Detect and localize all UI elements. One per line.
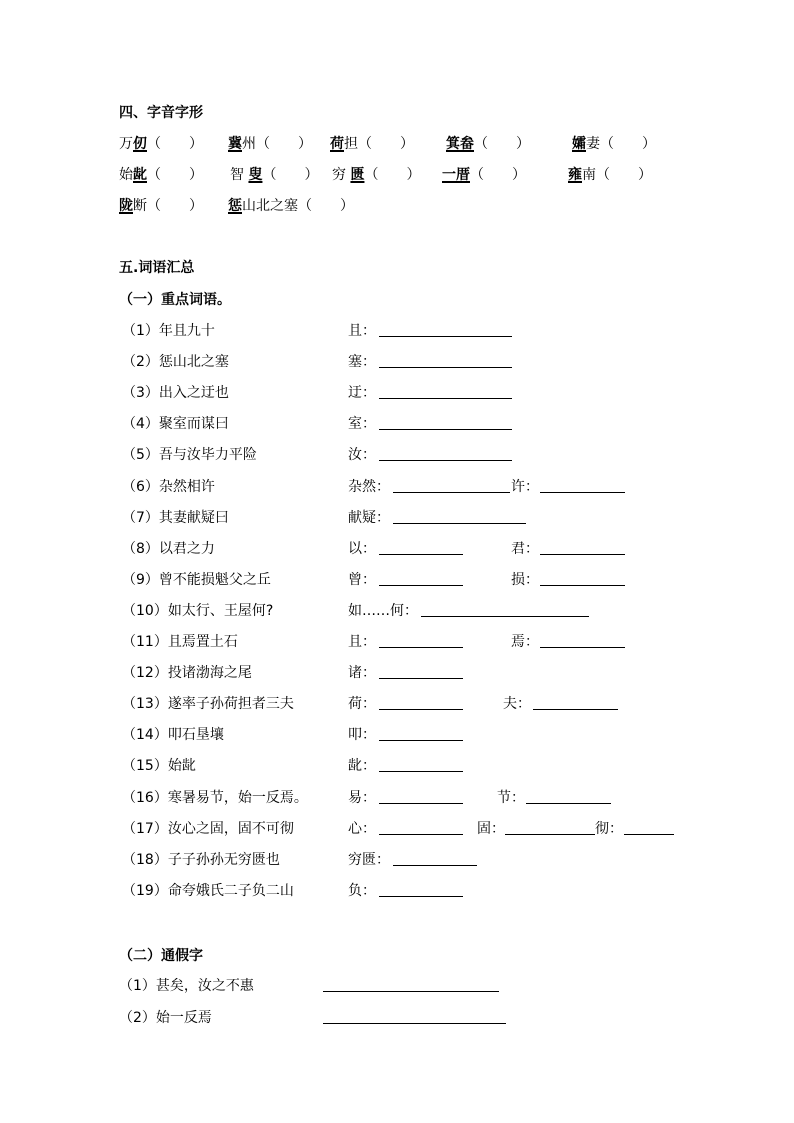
answer-label: 龀： [348,758,376,774]
vocab-sentence [122,882,294,900]
answer-blank[interactable] [379,664,463,684]
vocab-sentence [122,478,215,496]
answer-blank[interactable] [379,757,463,777]
answer-label: 心： [348,821,376,837]
vocab-sentence [122,322,215,340]
vocab-sentence [122,789,308,807]
answer-label: 且： [348,323,376,339]
item-number: （5） [122,447,159,463]
answer-blank[interactable] [526,789,611,809]
answer-blank[interactable] [379,384,512,404]
answer-blank[interactable] [379,633,463,653]
answer-blank[interactable] [540,571,625,591]
answer-blank[interactable] [533,695,618,715]
answer-label: 迂： [348,385,376,401]
item-text: 投诸渤海之尾 [167,665,252,681]
vocab-sentence [122,353,229,371]
section4-title: 四、字音字形 [119,105,203,121]
answer-label: 如……何： [348,603,418,619]
answer-blank[interactable] [379,446,512,466]
answer-label: 荷： [348,696,376,712]
item-text: 吾与汝毕力平险 [158,447,257,463]
item-number: （7） [122,510,159,526]
answer-blank[interactable] [323,1009,506,1029]
vocab-sentence [122,757,196,775]
answer-blank[interactable] [393,851,477,871]
vocab-sentence [122,726,224,744]
item-text: 汝心之固，固不可彻 [167,821,294,837]
vocab-sentence [122,509,229,527]
item-text: 聚室而谋曰 [158,416,229,432]
item-text: 惩山北之塞 [158,354,229,370]
pinyin-item: 一厝（ ） [442,167,526,183]
answer-label: 节： [497,790,525,806]
answer-blank[interactable] [540,478,625,498]
vocab-sentence [122,602,273,620]
pinyin-item: 荷担（ ） [330,136,414,152]
answer-label: 献疑： [348,510,390,526]
answer-blank[interactable] [421,602,589,622]
subsection2-title: （二）通假字 [119,948,203,964]
pinyin-item: 雍南（ ） [568,167,652,183]
item-number: （4） [122,416,159,432]
vocab-sentence [122,851,280,869]
answer-blank[interactable] [379,820,463,840]
answer-label: 许： [511,479,539,495]
pinyin-item: 惩山北之塞（ ） [228,198,354,214]
item-number: （19） [122,883,168,899]
answer-label: 塞： [348,354,376,370]
list-item: （2）始一反焉 [119,1010,212,1026]
answer-blank[interactable] [624,820,674,840]
answer-blank[interactable] [379,726,463,746]
answer-label: 易： [348,790,376,806]
answer-label: 夫： [503,696,531,712]
item-number: （10） [122,603,168,619]
item-number: （16） [122,790,168,806]
answer-blank[interactable] [379,789,463,809]
pinyin-item: 智 叟（ ） [230,167,319,183]
item-number: （13） [122,696,168,712]
item-number: （6） [122,479,159,495]
vocab-sentence [122,633,238,651]
answer-label: 杂然： [348,479,390,495]
pinyin-item: 冀州（ ） [228,136,312,152]
answer-label: 君： [511,541,539,557]
answer-label: 诸： [348,665,376,681]
answer-label: 穷匮： [348,852,390,868]
pinyin-item: 箕畚（ ） [446,136,530,152]
answer-label: 汝： [348,447,376,463]
vocab-sentence [122,540,215,558]
item-text: 叩石垦壤 [167,727,224,743]
vocab-sentence [122,664,252,682]
item-text: 年且九十 [158,323,215,339]
answer-blank[interactable] [379,322,512,342]
item-text: 寒暑易节，始一反焉。 [167,790,308,806]
item-text: 子子孙孙无穷匮也 [167,852,280,868]
list-item: （1）甚矣，汝之不惠 [119,978,254,994]
answer-blank[interactable] [379,540,463,560]
answer-blank[interactable] [379,571,463,591]
vocab-sentence [122,384,229,402]
answer-blank[interactable] [379,695,463,715]
item-text: 以君之力 [158,541,215,557]
item-text: 其妻献疑曰 [158,510,229,526]
answer-blank[interactable] [379,415,512,435]
subsection1-title: （一）重点词语。 [119,292,231,308]
answer-label: 损： [511,572,539,588]
item-text: 如太行、王屋何? [167,603,274,619]
item-number: （1） [122,323,159,339]
pinyin-item: 万仞（ ） [119,136,203,152]
item-text: 始龀 [167,758,196,774]
answer-label: 室： [348,416,376,432]
answer-blank[interactable] [505,820,595,840]
pinyin-item: 始龀（ ） [119,167,203,183]
answer-label: 焉： [511,634,539,650]
item-number: （12） [122,665,168,681]
answer-label: 叩： [348,727,376,743]
item-number: （17） [122,821,168,837]
answer-blank[interactable] [379,353,512,373]
answer-label: 负： [348,883,376,899]
answer-blank[interactable] [393,478,510,498]
answer-blank[interactable] [323,977,499,997]
vocab-sentence [122,571,271,589]
vocab-sentence [122,820,294,838]
vocab-sentence [122,415,229,433]
pinyin-item: 陇断（ ） [119,198,203,214]
answer-blank[interactable] [540,540,625,560]
vocab-sentence [122,695,294,713]
vocab-sentence [122,446,257,464]
pinyin-item: 孀妻（ ） [572,136,656,152]
item-number: （14） [122,727,168,743]
answer-label: 彻： [595,821,623,837]
item-text: 曾不能损魁父之丘 [158,572,271,588]
answer-blank[interactable] [540,633,625,653]
item-text: 命夸娥氏二子负二山 [167,883,294,899]
item-number: （15） [122,758,168,774]
answer-label: 固： [477,821,505,837]
item-number: （18） [122,852,168,868]
answer-label: 以： [348,541,376,557]
answer-label: 且： [348,634,376,650]
item-number: （11） [122,634,168,650]
item-text: 遂率子孙荷担者三夫 [167,696,294,712]
item-number: （9） [122,572,159,588]
answer-blank[interactable] [379,882,463,902]
item-number: （8） [122,541,159,557]
pinyin-item: 穷 匮（ ） [332,167,421,183]
item-text: 出入之迂也 [158,385,229,401]
answer-blank[interactable] [393,509,526,529]
item-number: （3） [122,385,159,401]
item-text: 且焉置土石 [167,634,238,650]
item-text: 杂然相许 [158,479,215,495]
answer-label: 曾： [348,572,376,588]
section5-title: 五.词语汇总 [119,260,195,276]
item-number: （2） [122,354,159,370]
